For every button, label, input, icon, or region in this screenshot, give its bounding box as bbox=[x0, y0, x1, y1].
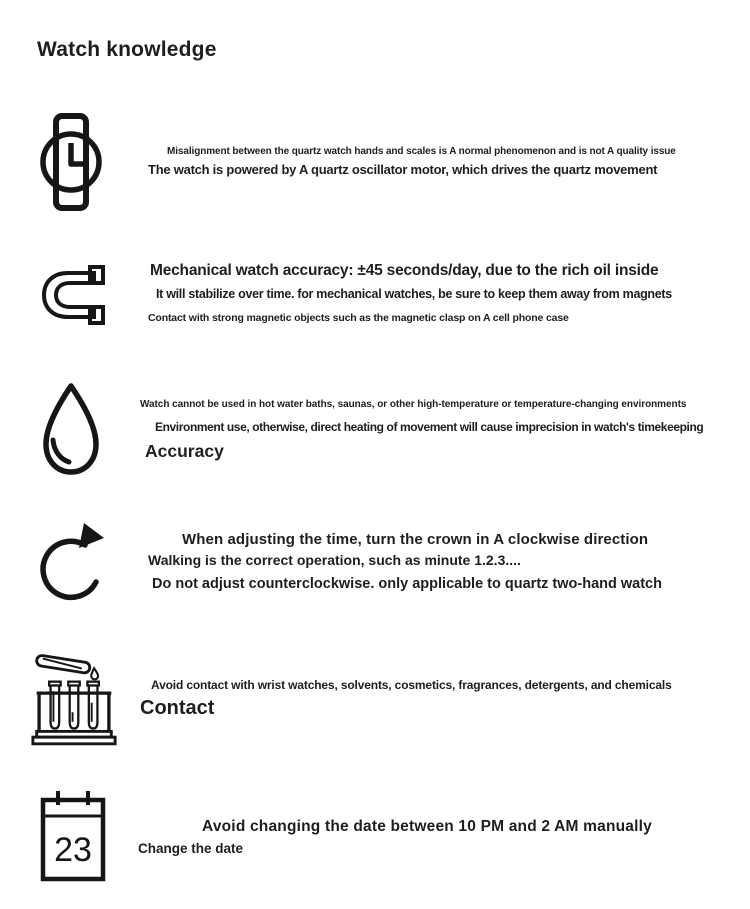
magnet-sub-line: It will stabilize over time. for mechanical watches, be sure to keep them away from magnets bbox=[156, 287, 672, 301]
magnet-note-line: Contact with strong magnetic objects such as the magnetic clasp on A cell phone case bbox=[148, 312, 569, 324]
date-sub-line: Change the date bbox=[138, 841, 244, 856]
contact-heading: Contact bbox=[140, 697, 215, 719]
crown-note-line: Do not adjust counterclockwise. only applicable to quartz two-hand watch bbox=[152, 576, 662, 592]
magnet-icon bbox=[38, 264, 108, 326]
crown-sub-line: Walking is the correct operation, such as minute 1.2.3.... bbox=[148, 552, 521, 568]
temperature-sub-line: Environment use, otherwise, direct heating of movement will cause imprecision in watch's timekeeping bbox=[155, 420, 704, 434]
temperature-note-line: Watch cannot be used in hot water baths, saunas, or other high-temperature or temperature-changing environments bbox=[140, 399, 687, 410]
chemicals-note-line: Avoid contact with wrist watches, solvents, cosmetics, fragrances, detergents, and chemicals bbox=[151, 678, 672, 692]
page-title: Watch knowledge bbox=[37, 38, 217, 61]
quartz-note-line: Misalignment between the quartz watch hands and scales is A normal phenomenon and is not A quality issue bbox=[167, 146, 676, 157]
calendar-icon bbox=[38, 791, 108, 883]
clockwise-rotation-icon bbox=[38, 521, 106, 609]
date-main-line: Avoid changing the date between 10 PM and 2 AM manually bbox=[202, 818, 652, 835]
magnet-main-line: Mechanical watch accuracy: ±45 seconds/day, due to the rich oil inside bbox=[150, 262, 659, 279]
accuracy-heading: Accuracy bbox=[145, 441, 224, 461]
water-drop-icon bbox=[40, 381, 102, 477]
test-tubes-icon bbox=[30, 644, 118, 748]
quartz-main-line: The watch is powered by A quartz oscillator motor, which drives the quartz movement bbox=[148, 162, 658, 177]
calendar-day-number: 23 bbox=[54, 831, 92, 869]
crown-main-line: When adjusting the time, turn the crown in A clockwise direction bbox=[182, 531, 649, 548]
wristwatch-icon bbox=[40, 112, 102, 212]
